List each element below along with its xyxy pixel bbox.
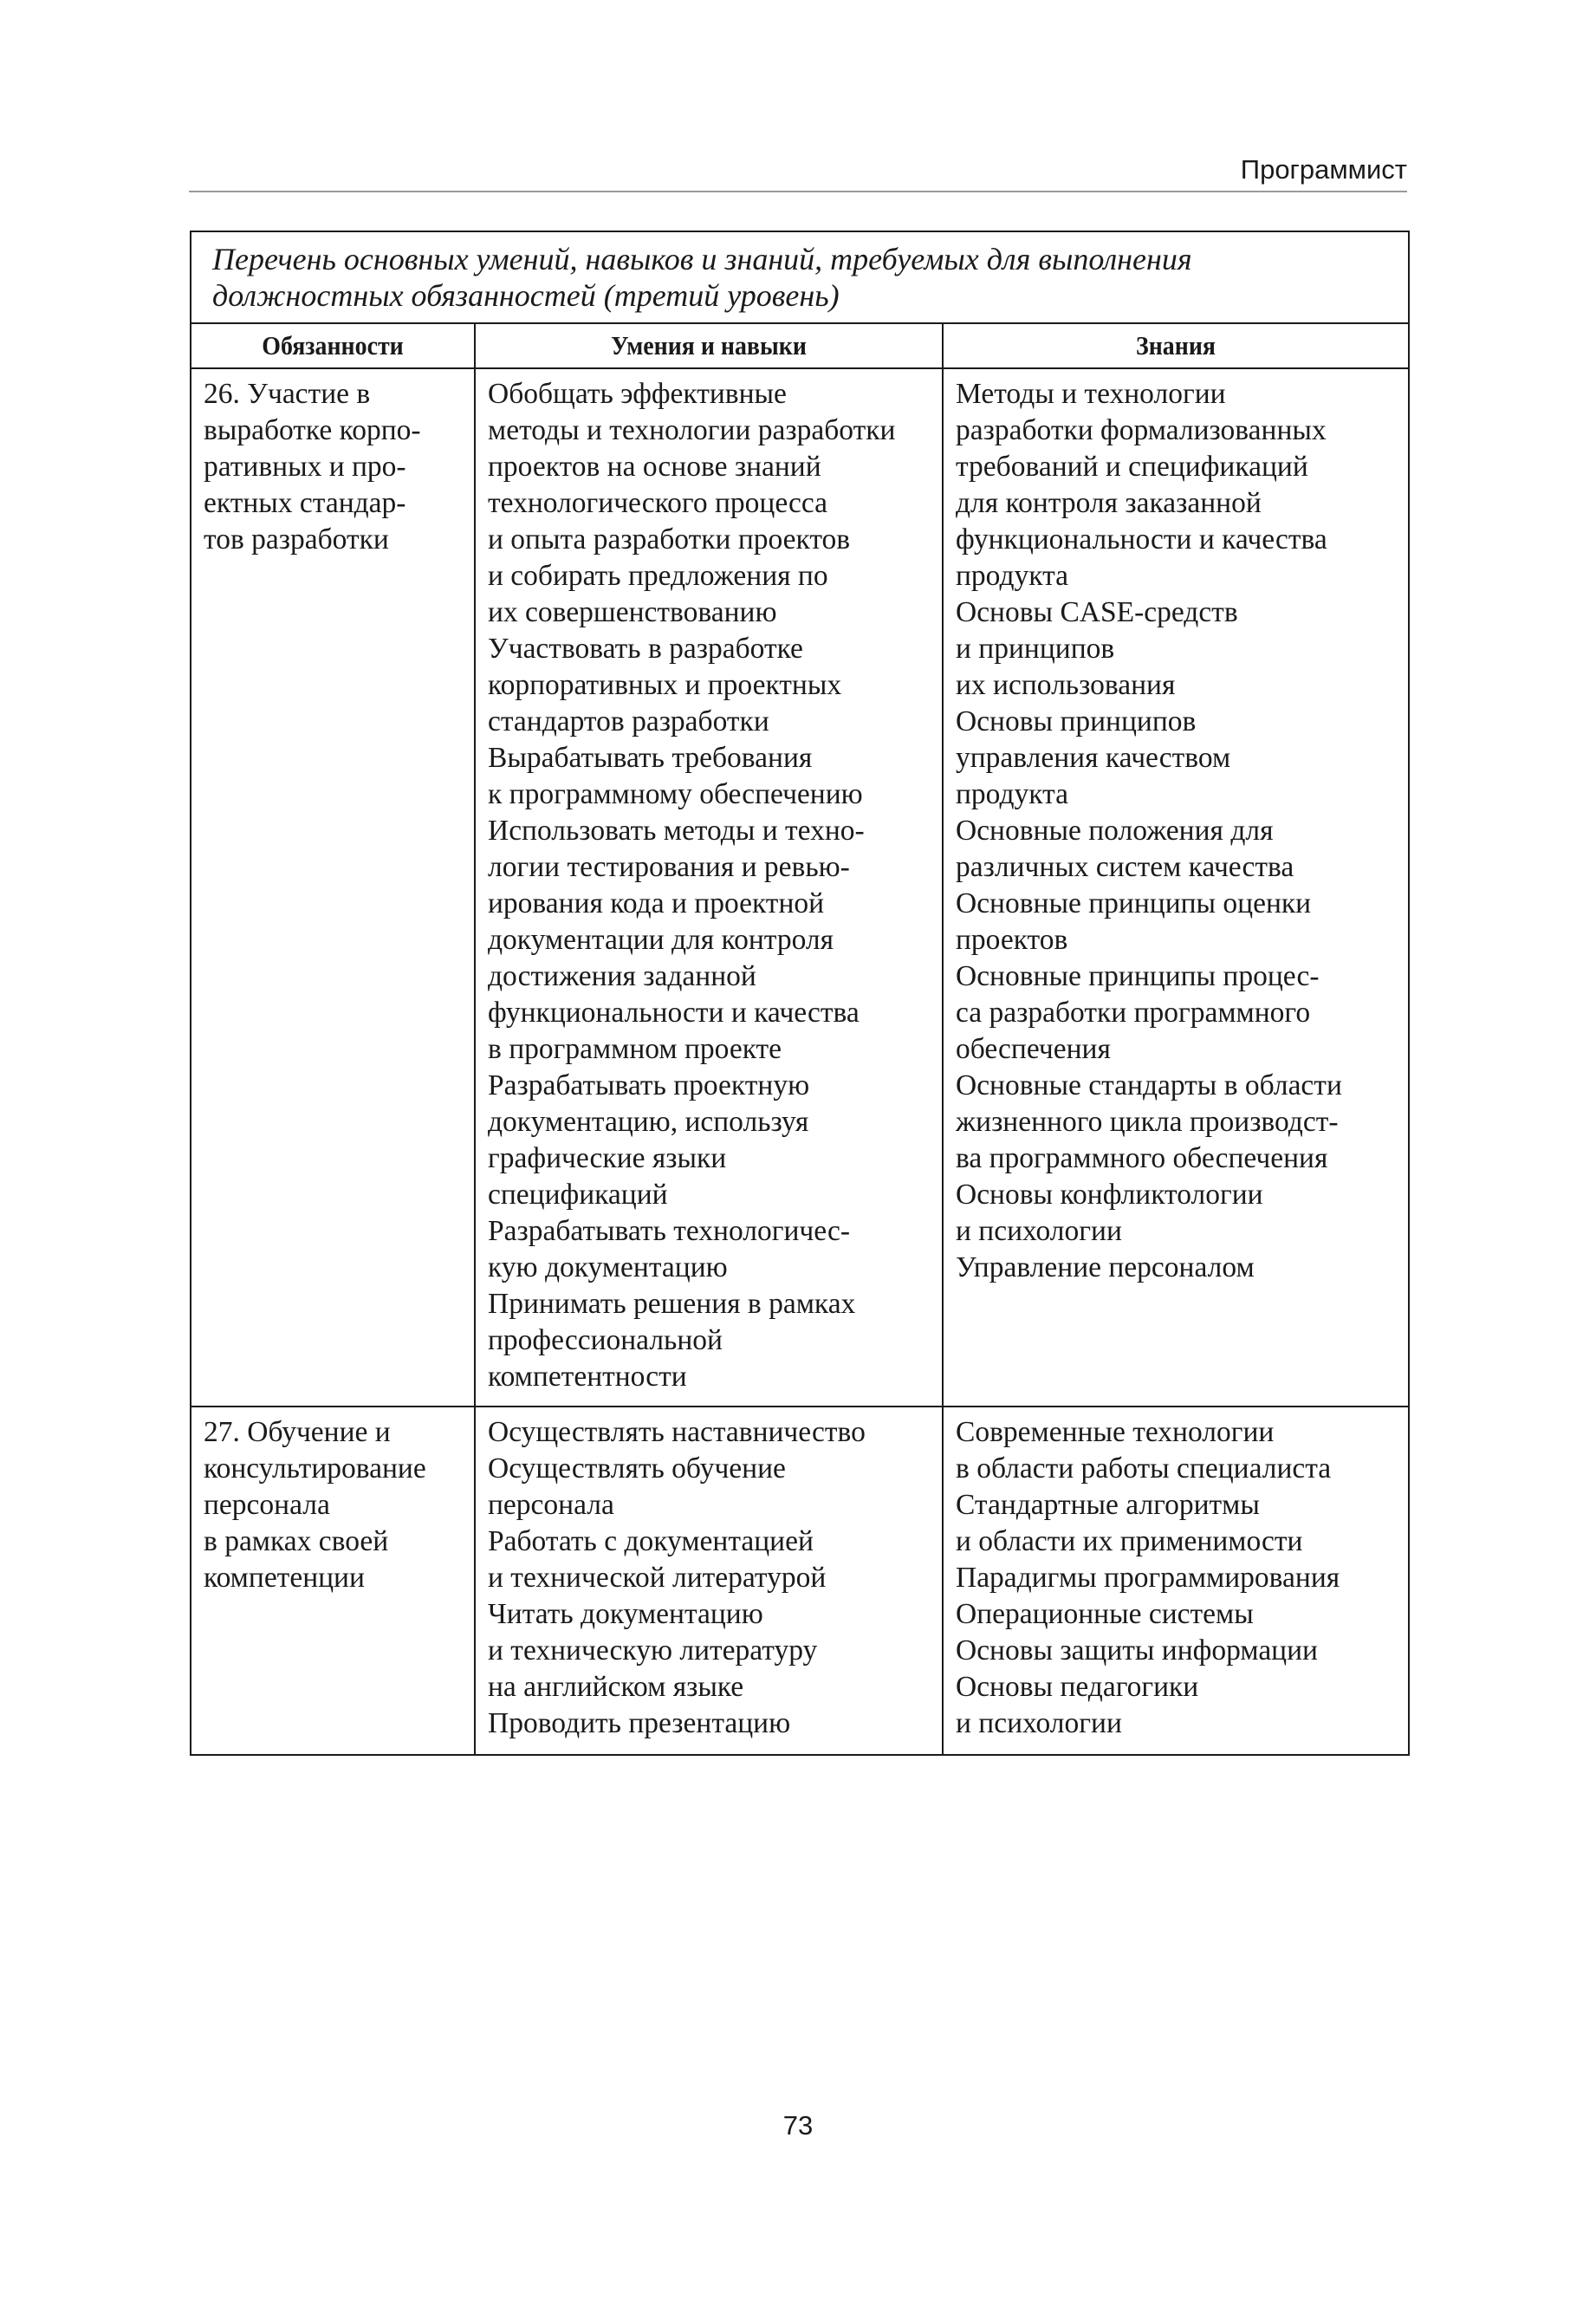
cell-text-line: в программном проекте (488, 1033, 782, 1065)
cell-text-line: жизненного цикла производст- (956, 1106, 1339, 1138)
cell-text-line: Принимать решения в рамках (488, 1288, 856, 1320)
column-header-knowledge: Знания (966, 323, 1385, 368)
cell-text-line: тов разработки (204, 523, 389, 556)
cell-text-line: обеспечения (956, 1033, 1111, 1065)
cell-text-line: и собирать предложения по (488, 560, 828, 592)
cell-text-line: документации для контроля (488, 924, 834, 956)
cell-text-line: методы и технологии разработки (488, 414, 896, 446)
cell-text-line: и психологии (956, 1215, 1122, 1247)
cell-text-line: Современные технологии (956, 1416, 1275, 1448)
cell-text-line: Основы защиты информации (956, 1634, 1318, 1667)
column-header-skills: Умения и навыки (498, 323, 919, 368)
cell-text-line: функциональности и качества (956, 523, 1327, 556)
cell-text-line: 26. Участие в (204, 378, 371, 410)
cell-text-line: консультирование (204, 1452, 426, 1485)
cell-text-line: управления качеством (956, 742, 1231, 774)
cell-text-line: Читать документацию (488, 1598, 763, 1630)
cell-text-line: корпоративных и проектных (488, 669, 842, 701)
cell-text-line: Основы CASE-средств (956, 596, 1238, 628)
cell-text-line: в области работы специалиста (956, 1452, 1332, 1485)
skills-cell (475, 368, 943, 1407)
cell-text-line: и технической литературой (488, 1562, 827, 1594)
cell-text-line: Осуществлять обучение (488, 1452, 786, 1485)
cell-text-line: ративных и про- (204, 451, 406, 483)
running-header (189, 147, 1407, 192)
table-header-row (191, 323, 1409, 368)
cell-text-line: графические языки (488, 1142, 727, 1174)
cell-text-line: Участвовать в разработке (488, 633, 803, 665)
cell-text-line: в рамках своей (204, 1525, 389, 1557)
cell-text-line: персонала (488, 1489, 614, 1521)
cell-text-line: проектов на основе знаний (488, 451, 821, 483)
cell-text-line: спецификаций (488, 1179, 668, 1211)
cell-text-line: для контроля заказанной (956, 487, 1262, 519)
cell-text-line: и психологии (956, 1707, 1122, 1739)
cell-text-line: Основные положения для (956, 815, 1274, 847)
cell-text-line: технологического процесса (488, 487, 828, 519)
cell-text-line: Основы принципов (956, 705, 1197, 737)
table-caption-line-2: должностных обязанностей (третий уровень) (212, 278, 840, 313)
cell-text-line: Управление персоналом (956, 1251, 1255, 1283)
cell-text-line: функциональности и качества (488, 997, 860, 1029)
cell-text-line: требований и спецификаций (956, 451, 1308, 483)
cell-text-line: продукта (956, 560, 1069, 592)
cell-text-line: Обобщать эффективные (488, 378, 787, 410)
cell-text-line: Разрабатывать проектную (488, 1069, 810, 1101)
cell-text-line: Использовать методы и техно- (488, 815, 865, 847)
knowledge-cell (943, 368, 1409, 1407)
cell-text-line: документацию, используя (488, 1106, 809, 1138)
cell-text-line: ектных стандар- (204, 487, 406, 519)
cell-text-line: Работать с документацией (488, 1525, 814, 1557)
cell-text-line: Проводить презентацию (488, 1707, 791, 1739)
cell-text-line: и принципов (956, 633, 1115, 665)
cell-text-line: профессиональной (488, 1324, 723, 1356)
cell-text-line: стандартов разработки (488, 705, 769, 737)
cell-text-line: Операционные системы (956, 1598, 1254, 1630)
cell-text-line: Основы конфликтологии (956, 1179, 1263, 1211)
cell-text-line: продукта (956, 778, 1069, 810)
cell-text-line: их совершенствованию (488, 596, 777, 628)
duties-cell (191, 368, 475, 1407)
cell-text-line: и техническую литературу (488, 1634, 818, 1667)
table-caption (191, 231, 1409, 323)
table-row (191, 368, 1409, 1407)
column-header-duties: Обязанности (204, 323, 460, 368)
skills-cell (475, 1407, 943, 1755)
cell-text-line: Парадигмы программирования (956, 1562, 1340, 1594)
cell-text-line: са разработки программного (956, 997, 1311, 1029)
cell-text-line: Методы и технологии (956, 378, 1226, 410)
cell-text-line: проектов (956, 924, 1068, 956)
table-caption-line-1: Перечень основных умений, навыков и знаний, требуемых для выполнения (212, 242, 1192, 276)
cell-text-line: их использования (956, 669, 1176, 701)
duties-cell (191, 1407, 475, 1755)
table-caption-row (191, 231, 1409, 323)
table-row (191, 1407, 1409, 1755)
cell-text-line: ирования кода и проектной (488, 887, 825, 919)
cell-text-line: Основные стандарты в области (956, 1069, 1342, 1101)
cell-text-line: Основы педагогики (956, 1671, 1199, 1703)
cell-text-line: и опыта разработки проектов (488, 523, 851, 556)
running-header-title: Программист (1240, 154, 1407, 185)
cell-text-line: Осуществлять наставничество (488, 1416, 866, 1448)
cell-text-line: компетентности (488, 1361, 687, 1393)
cell-text-line: Основные принципы процес- (956, 960, 1320, 992)
cell-text-line: на английском языке (488, 1671, 744, 1703)
cell-text-line: и области их применимости (956, 1525, 1303, 1557)
cell-text-line: выработке корпо- (204, 414, 421, 446)
knowledge-cell (943, 1407, 1409, 1755)
cell-text-line: разработки формализованных (956, 414, 1327, 446)
cell-text-line: различных систем качества (956, 851, 1294, 883)
cell-text-line: 27. Обучение и (204, 1416, 391, 1448)
cell-text-line: кую документацию (488, 1251, 728, 1283)
cell-text-line: достижения заданной (488, 960, 756, 992)
cell-text-line: персонала (204, 1489, 330, 1521)
cell-text-line: ва программного обеспечения (956, 1142, 1328, 1174)
cell-text-line: Основные принципы оценки (956, 887, 1312, 919)
cell-text-line: компетенции (204, 1562, 365, 1594)
cell-text-line: Разрабатывать технологичес- (488, 1215, 850, 1247)
cell-text-line: Стандартные алгоритмы (956, 1489, 1260, 1521)
cell-text-line: к программному обеспечению (488, 778, 863, 810)
cell-text-line: логии тестирования и ревью- (488, 851, 850, 883)
competency-table (190, 231, 1410, 1756)
page-number: 73 (782, 2110, 814, 2141)
cell-text-line: Вырабатывать требования (488, 742, 813, 774)
